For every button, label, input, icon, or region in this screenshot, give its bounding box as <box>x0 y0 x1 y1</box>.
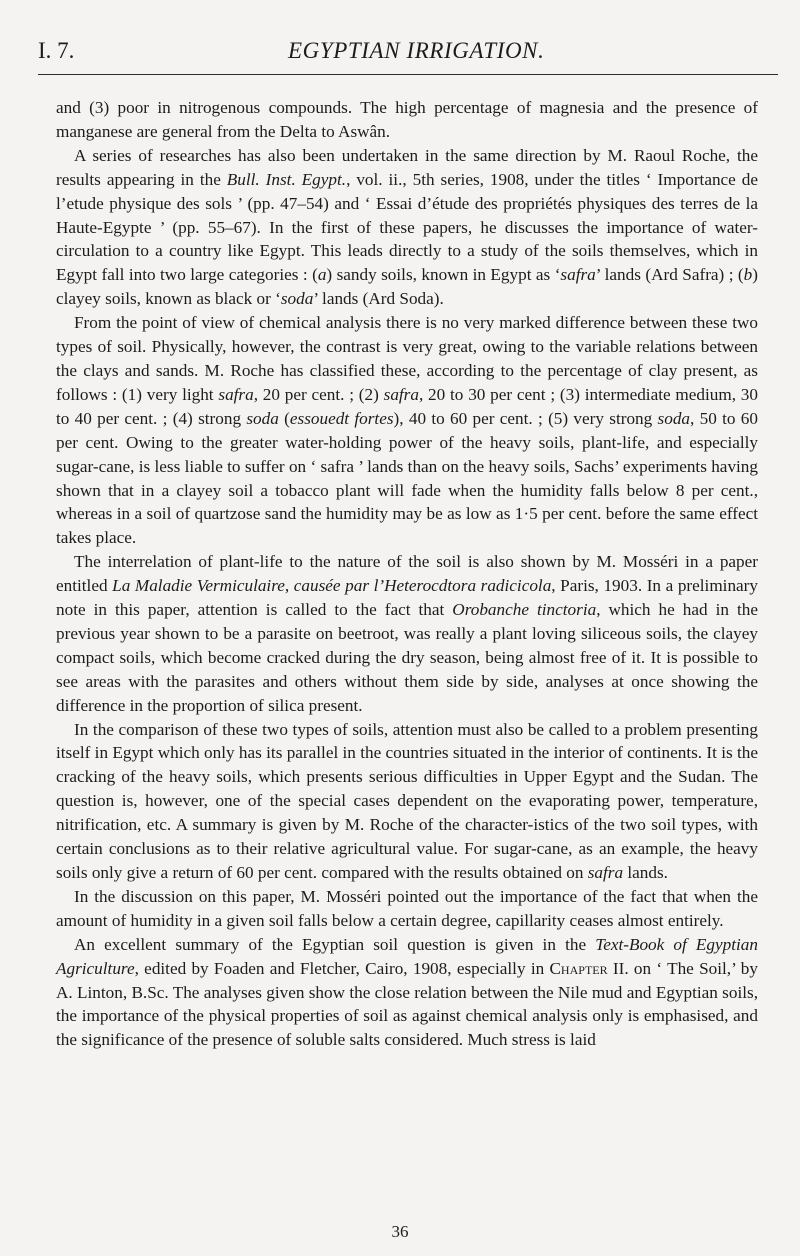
running-title: EGYPTIAN IRRIGATION. <box>288 38 545 63</box>
text-run: , 20 to 30 per cent ; (3) intermediate medium, 30 to 40 per cent. ; (4) strong <box>56 384 758 428</box>
paragraph <box>56 550 758 717</box>
paragraph <box>56 144 758 311</box>
body-text <box>56 96 758 1052</box>
page-header <box>38 38 778 70</box>
italic-text: a <box>317 265 327 285</box>
italic-text: Orobanche tinctoria <box>452 600 597 620</box>
text-run: From the point of view of chemical analysis there is no very marked difference between these two types of soil. Physically, however, the contrast is very great, owing to the variable relations between the clays and sands. M. Roche has classified these, according to the percentage of clay present, as follows : (1) very light <box>56 313 758 404</box>
paragraph <box>56 933 758 1053</box>
paragraph <box>56 311 758 550</box>
paragraph <box>56 718 758 885</box>
italic-text: safra <box>560 265 596 285</box>
text-run: A series of researches has also been undertaken in the same direction by M. Raoul Roche, the results appearing in the <box>56 145 758 189</box>
header-rule <box>38 74 778 75</box>
text-run: ) sandy soils, known in Egypt as ‘ <box>326 265 561 285</box>
italic-text: Text-Book of Egyptian Agriculture <box>56 934 758 978</box>
italic-text: soda <box>280 289 314 309</box>
page-number: 36 <box>391 1222 409 1241</box>
text-run: The interrelation of plant-life to the nature of the soil is also shown by M. Mosséri in a paper entitled <box>56 552 758 596</box>
text-run: lands. <box>623 863 668 882</box>
text-run: ) clayey soils, known as black or ‘ <box>56 265 758 309</box>
italic-text: soda <box>657 408 691 428</box>
text-run: , vol. ii., 5th series, 1908, under the titles ‘ Importance de l’etude physique des sols ’ (pp. 47–54) and ‘ Essai d’étude des propriétés physiques des terres de la Haute-Egypte ’ (pp. 55–67). In the first of these papers, he discusses the importance of water-circulation to a country like Egypt. This leads directly to a study of the soils themselves, which in Egypt fall into two large categories : ( <box>56 169 758 285</box>
text-run: ), 40 to 60 per cent. ; (5) very strong <box>393 408 658 428</box>
italic-text: Bull. Inst. Egypt. <box>226 169 347 189</box>
text-run: , Paris, 1903. In a preliminary note in this paper, attention is called to the fact that <box>56 576 759 620</box>
text-run: Chapter <box>549 958 608 978</box>
italic-text: essouedt fortes <box>289 408 394 428</box>
text-run: , 20 per cent. ; (2) <box>253 384 384 404</box>
text-run: , edited by Foaden and Fletcher, Cairo, 1908, especially in <box>134 958 550 978</box>
text-run: ’ lands (Ard Soda). <box>313 289 444 309</box>
italic-text: causée par l’Heterocdtora radicicola <box>293 576 552 596</box>
italic-text: b <box>743 265 753 285</box>
paragraph <box>56 885 758 933</box>
italic-text: safra <box>218 384 254 404</box>
text-run: , 50 to 60 per cent. Owing to the greater water-holding power of the heavy soils, plant-life, and especially sugar-cane, is less liable to suffer on ‘ safra ’ lands than on the heavy soils, Sachs’ experiments having shown that in a clayey soil a tobacco plant will fade when the humidity falls below 8 per cent., whereas in a soil of quartzose sand the humidity may be as low as 1·5 per cent. before the same effect takes place. <box>56 408 758 548</box>
text-run: , which he had in the previous year shown to be a parasite on beetroot, was really a plant loving siliceous soils, the clayey compact soils, which become cracked during the dry season, being almost free of it. It is possible to see areas with the parasites and others without them side by side, analyses at once showing the difference in the proportion of silica present. <box>56 600 758 715</box>
text-run: , <box>284 576 294 596</box>
italic-text: safra <box>587 863 624 882</box>
text-run: ’ lands (Ard Safra) ; ( <box>595 265 744 285</box>
section-number: I. 7. <box>38 38 75 63</box>
text-run: In the comparison of these two types of soils, attention must also be called to a problem presenting itself in Egypt which only has its parallel in the countries situated in the interior of continents. It is the cracking of the heavy soils, which presents serious difficulties in Upper Egypt and the Sudan. The question is, however, one of the special cases dependent on the evaporating power, temperature, nitrification, etc. A summary is given by M. Roche of the character-istics of the two soil types, with certain conclusions as to their relative agricultural value. For sugar-cane, as an example, the heavy soils only give a return of 60 per cent. compared with the results obtained on <box>56 719 758 882</box>
text-run: ( <box>278 408 290 428</box>
text-run: and (3) poor in nitrogenous compounds. The high percentage of magnesia and the presence of manganese are general from the Delta to Aswân. <box>56 98 758 141</box>
italic-text: safra <box>383 384 419 404</box>
italic-text: soda <box>246 408 279 428</box>
italic-text: La Maladie Vermiculaire <box>112 576 285 596</box>
text-run: An excellent summary of the Egyptian soil question is given in the <box>74 934 596 954</box>
paragraph <box>56 96 758 144</box>
text-run: II. on ‘ The Soil,’ by A. Linton, B.Sc. The analyses given show the close relation between the Nile mud and Egyptian soils, the importance of the physical properties of soil as against chemical analysis only is emphasised, and the significance of the presence of soluble salts considered. Much stress is laid <box>56 958 758 1050</box>
text-run: In the discussion on this paper, M. Mosséri pointed out the importance of the fact that when the amount of humidity in a given soil falls below a certain degree, capillarity ceases almost entirely. <box>56 886 758 930</box>
